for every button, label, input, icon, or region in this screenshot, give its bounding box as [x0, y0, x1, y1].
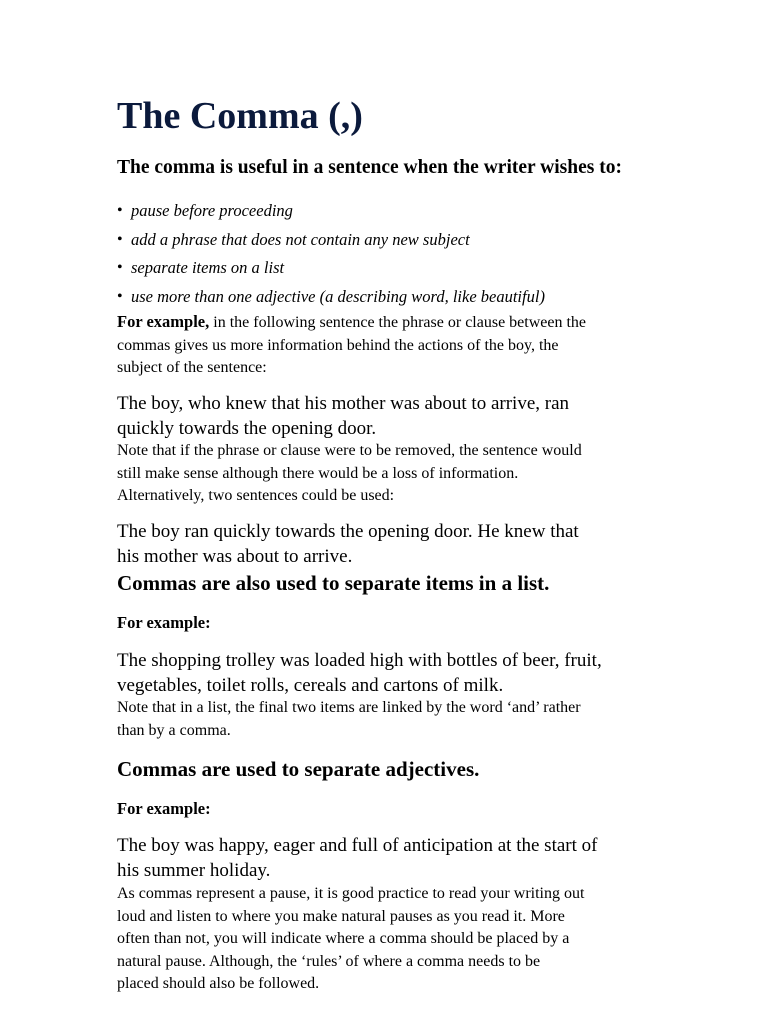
list-item [117, 226, 545, 255]
paragraph-line: often than not, you will indicate where a comma should be placed by a [117, 930, 570, 947]
example-label: For example: [117, 799, 211, 818]
lead-sentence: The comma is useful in a sentence when the writer wishes to: [117, 157, 622, 178]
paragraph-line: placed should also be followed. [117, 975, 320, 992]
list-item-text: use more than one adjective (a describing word, like beautiful) [131, 287, 545, 307]
paragraph-line: The boy ran quickly towards the opening door. He knew that [117, 521, 579, 542]
example-label: For example: [117, 613, 211, 632]
paragraph-line: As commas represent a pause, it is good practice to read your writing out [117, 885, 585, 902]
list-item [117, 254, 545, 283]
note-paragraph-list [117, 697, 657, 742]
paragraph-line: natural pause. Although, the ‘rules’ of where a comma needs to be [117, 952, 541, 970]
intro-paragraph [117, 311, 657, 380]
example-sentence-adjectives [117, 833, 657, 883]
example-sentence-2 [117, 519, 657, 569]
list-item [117, 283, 545, 312]
paragraph-line: The boy, who knew that his mother was about to arrive, ran [117, 393, 570, 414]
intro-lead-in: For example, [117, 312, 210, 331]
paragraph-line: his summer holiday. [117, 860, 271, 881]
bullet-icon: • [117, 202, 123, 219]
paragraph-line: Note that if the phrase or clause were to be removed, the sentence would [117, 442, 582, 459]
paragraph-line: The shopping trolley was loaded high with bottles of beer, fruit, [117, 650, 602, 671]
bullet-list [117, 197, 545, 312]
bullet-icon: • [117, 259, 123, 277]
bullet-icon: • [117, 230, 123, 248]
paragraph-line: The boy was happy, eager and full of anticipation at the start of [117, 835, 598, 856]
list-item-text: separate items on a list [131, 258, 285, 278]
paragraph-line: his mother was about to arrive. [117, 546, 353, 567]
paragraph-line: in the following sentence the phrase or clause between the [209, 314, 587, 331]
page-title: The Comma (,) [117, 95, 363, 137]
paragraph-line: loud and listen to where you make natural pauses as you read it. More [117, 907, 565, 925]
list-item-text: add a phrase that does not contain any new subject [131, 229, 470, 249]
paragraph-line: quickly towards the opening door. [117, 418, 377, 439]
paragraph-line: Note that in a list, the final two items are linked by the word ‘and’ rather [117, 699, 581, 716]
paragraph-line: subject of the sentence: [117, 359, 267, 376]
list-item-text: pause before proceeding [131, 201, 293, 220]
paragraph-line: commas gives us more information behind the actions of the boy, the [117, 336, 559, 354]
note-paragraph-1 [117, 440, 657, 508]
example-sentence-1 [117, 391, 657, 441]
paragraph-line: Alternatively, two sentences could be used: [117, 487, 395, 504]
note-paragraph-adjectives [117, 883, 657, 996]
section-heading-adjectives: Commas are used to separate adjectives. [117, 757, 480, 781]
paragraph-line: than by a comma. [117, 721, 231, 739]
bullet-icon: • [117, 288, 123, 306]
paragraph-line: still make sense although there would be a loss of information. [117, 464, 519, 482]
example-sentence-list [117, 648, 657, 698]
list-item [117, 197, 545, 226]
section-heading-list: Commas are also used to separate items in a list. [117, 571, 550, 595]
paragraph-line: vegetables, toilet rolls, cereals and cartons of milk. [117, 675, 504, 696]
